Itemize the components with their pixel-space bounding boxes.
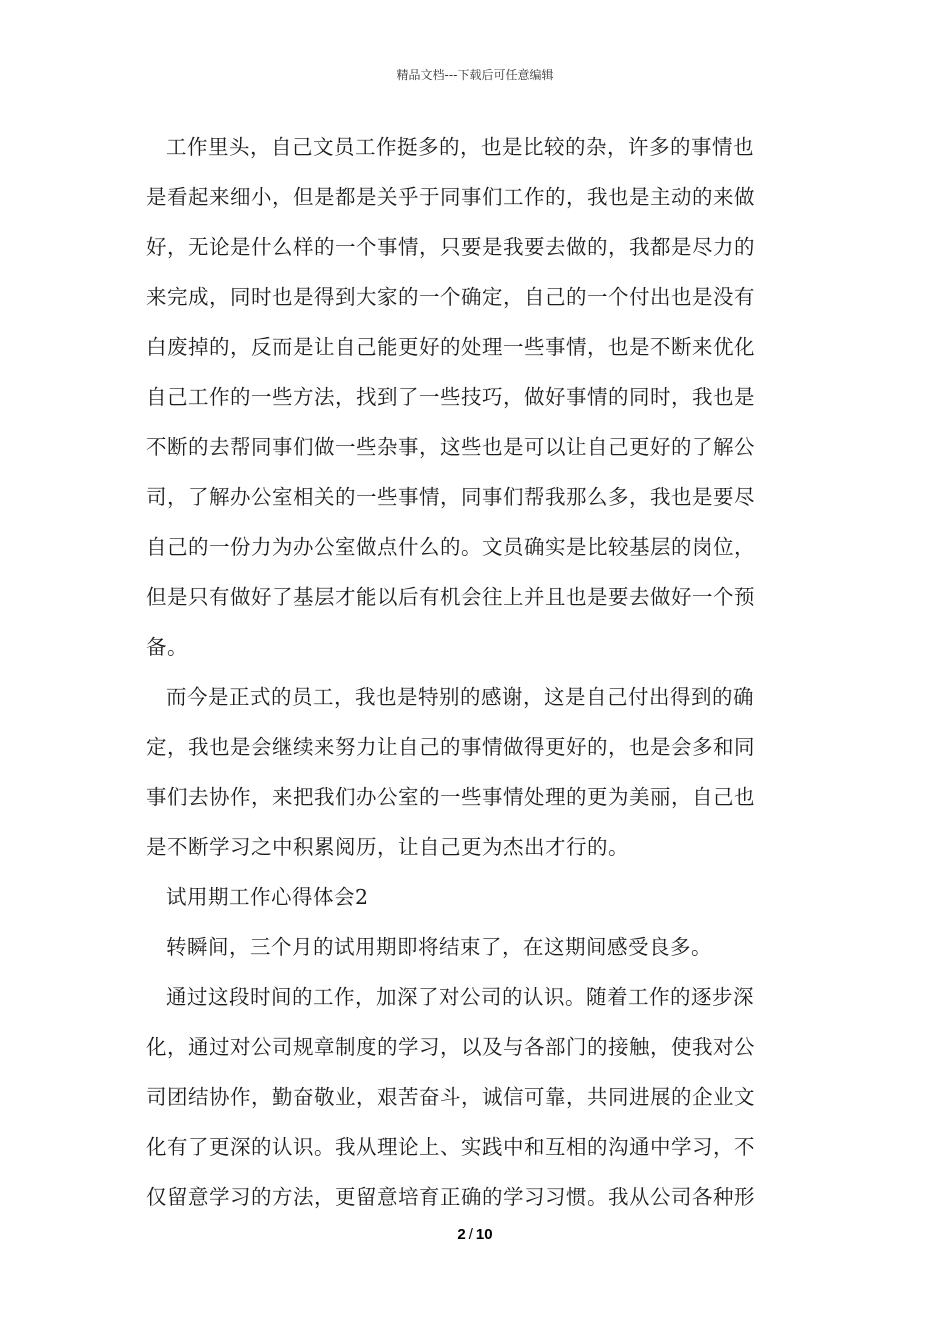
text-line: 是不断学习之中积累阅历，让自己更为杰出才行的。 (146, 835, 629, 859)
text-line: 但是只有做好了基层才能以后有机会往上并且也是要去做好一个预 (146, 585, 755, 609)
section-heading (146, 880, 806, 930)
document-header: 精品文档---下载后可任意编辑 (396, 68, 554, 82)
text-line: 司团结协作，勤奋敬业，艰苦奋斗，诚信可靠，共同进展的企业文 (146, 1085, 755, 1109)
text-line: 自己的一份力为办公室做点什么的。文员确实是比较基层的岗位， (146, 535, 755, 559)
text-line: 工作里头，自己文员工作挺多的，也是比较的杂，许多的事情也 (166, 135, 754, 159)
total-pages: 10 (475, 1226, 493, 1243)
text-line: 是看起来细小，但是都是关乎于同事们工作的，我也是主动的来做 (146, 185, 755, 209)
text-line: 通过这段时间的工作，加深了对公司的认识。随着工作的逐步深 (166, 985, 754, 1009)
current-page: 2 (457, 1226, 466, 1243)
text-line: 转瞬间，三个月的试用期即将结束了，在这期间感受良多。 (166, 935, 712, 959)
text-line: 而今是正式的员工，我也是特别的感谢，这是自己付出得到的确 (166, 685, 754, 709)
text-line: 事们去协作，来把我们办公室的一些事情处理的更为美丽，自己也 (146, 785, 755, 809)
text-line: 不断的去帮同事们做一些杂事，这些也是可以让自己更好的了解公 (146, 435, 755, 459)
paragraph (146, 930, 806, 980)
page-separator: / (468, 1226, 473, 1243)
paragraph (146, 980, 806, 1230)
text-line: 白废掉的，反而是让自己能更好的处理一些事情，也是不断来优化 (146, 335, 755, 359)
text-line: 试用期工作心得体会2 (166, 885, 369, 909)
text-line: 备。 (146, 635, 188, 659)
paragraph (146, 130, 806, 680)
text-line: 化，通过对公司规章制度的学习，以及与各部门的接触，使我对公 (146, 1035, 755, 1059)
page-number (0, 1226, 950, 1243)
text-line: 司，了解办公室相关的一些事情，同事们帮我那么多，我也是要尽 (146, 485, 755, 509)
text-line: 定，我也是会继续来努力让自己的事情做得更好的，也是会多和同 (146, 735, 755, 759)
document-body (146, 130, 806, 1230)
text-line: 好，无论是什么样的一个事情，只要是我要去做的，我都是尽力的 (146, 235, 755, 259)
paragraph (146, 680, 806, 880)
text-line: 仅留意学习的方法，更留意培育正确的学习习惯。我从公司各种形 (146, 1185, 755, 1209)
text-line: 自己工作的一些方法，找到了一些技巧，做好事情的同时，我也是 (146, 385, 755, 409)
text-line: 来完成，同时也是得到大家的一个确定，自己的一个付出也是没有 (146, 285, 755, 309)
text-line: 化有了更深的认识。我从理论上、实践中和互相的沟通中学习，不 (146, 1135, 755, 1159)
